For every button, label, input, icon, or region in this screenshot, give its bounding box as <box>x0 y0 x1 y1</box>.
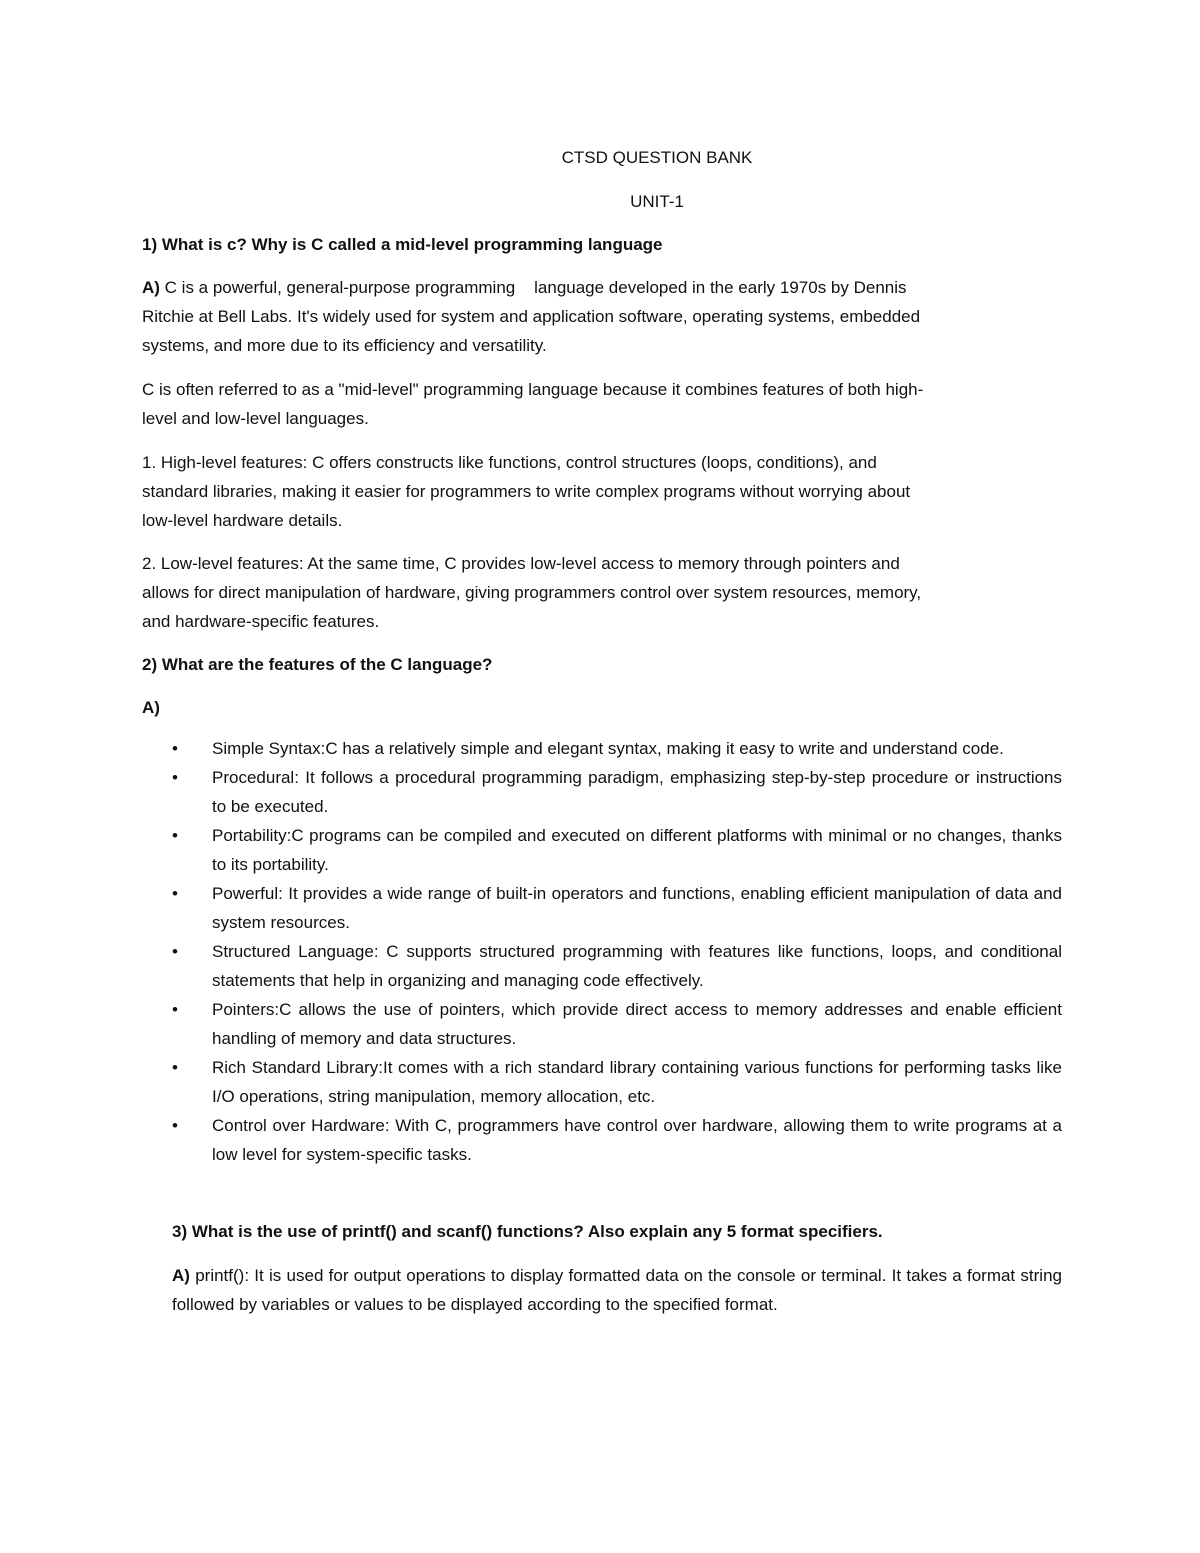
answer-1-line-3: systems, and more due to its efficiency and versatility. <box>142 336 547 355</box>
midlevel-line-2: level and low-level languages. <box>142 409 369 428</box>
bullet-icon: • <box>172 1000 178 1019</box>
question-1: 1) What is c? Why is C called a mid-level programming language <box>142 235 663 254</box>
high-level-line-3: low-level hardware details. <box>142 511 343 530</box>
list-item: • Structured Language: C supports structured programming with features like functions, loops, and conditional statements that help in organizing and managing code effectively. <box>142 937 1062 995</box>
features-list <box>142 734 1062 1169</box>
low-level-line-1: 2. Low-level features: At the same time, C provides low-level access to memory through pointers and <box>142 554 900 573</box>
document-title: CTSD QUESTION BANK <box>561 148 753 167</box>
question-3: 3) What is the use of printf() and scanf() functions? Also explain any 5 format specifiers. <box>172 1222 883 1241</box>
high-level-line-1: 1. High-level features: C offers constructs like functions, control structures (loops, conditions), and <box>142 453 877 472</box>
high-level-line-2: standard libraries, making it easier for programmers to write complex programs without worrying about <box>142 482 911 501</box>
bullet-icon: • <box>172 1058 178 1077</box>
list-item: • Control over Hardware: With C, programmers have control over hardware, allowing them to write programs at a low level for system-specific tasks. <box>142 1111 1062 1169</box>
answer-3-text: printf(): It is used for output operations to display formatted data on the console or terminal. It takes a format string followed by variables or values to be displayed according to the specified format. <box>172 1266 1062 1314</box>
midlevel-line-1: C is often referred to as a "mid-level" programming language because it combines features of both high- <box>142 380 924 399</box>
list-item: • Simple Syntax:C has a relatively simple and elegant syntax, making it easy to write and understand code. <box>142 734 1062 763</box>
answer-1-line-2: Ritchie at Bell Labs. It's widely used for system and application software, operating systems, embedded <box>142 307 921 326</box>
bullet-icon: • <box>172 884 178 903</box>
answer-1-line-1 <box>142 273 1062 302</box>
list-item: • Procedural: It follows a procedural programming paradigm, emphasizing step-by-step procedure or instructions to be executed. <box>142 763 1062 821</box>
list-item: • Portability:C programs can be compiled and executed on different platforms with minimal or no changes, thanks to its portability. <box>142 821 1062 879</box>
answer-label: A) <box>172 1266 190 1285</box>
question-2: 2) What are the features of the C language? <box>142 655 493 674</box>
bullet-icon: • <box>172 1116 178 1135</box>
answer-1 <box>142 273 1062 360</box>
answer-3 <box>172 1261 1062 1319</box>
answer-1-text: C is a powerful, general-purpose programming language developed in the early 1970s by Dennis <box>159 278 907 297</box>
low-level-line-3: and hardware-specific features. <box>142 612 380 631</box>
low-level-line-2: allows for direct manipulation of hardware, giving programmers control over system resources, memory, <box>142 583 922 602</box>
midlevel-paragraph <box>142 375 1062 433</box>
bullet-icon: • <box>172 739 178 758</box>
high-level-features-paragraph <box>142 448 1062 535</box>
answer-2-label: A) <box>142 698 160 717</box>
list-item: • Powerful: It provides a wide range of built-in operators and functions, enabling efficient manipulation of data and system resources. <box>142 879 1062 937</box>
low-level-features-paragraph <box>142 549 1062 636</box>
unit-heading: UNIT-1 <box>630 192 684 211</box>
list-item: • Rich Standard Library:It comes with a rich standard library containing various functions for performing tasks like I/O operations, string manipulation, memory allocation, etc. <box>142 1053 1062 1111</box>
bullet-icon: • <box>172 768 178 787</box>
list-item: • Pointers:C allows the use of pointers, which provide direct access to memory addresses and enable efficient handling of memory and data structures. <box>142 995 1062 1053</box>
answer-label: A) <box>142 278 160 297</box>
bullet-icon: • <box>172 826 178 845</box>
bullet-icon: • <box>172 942 178 961</box>
